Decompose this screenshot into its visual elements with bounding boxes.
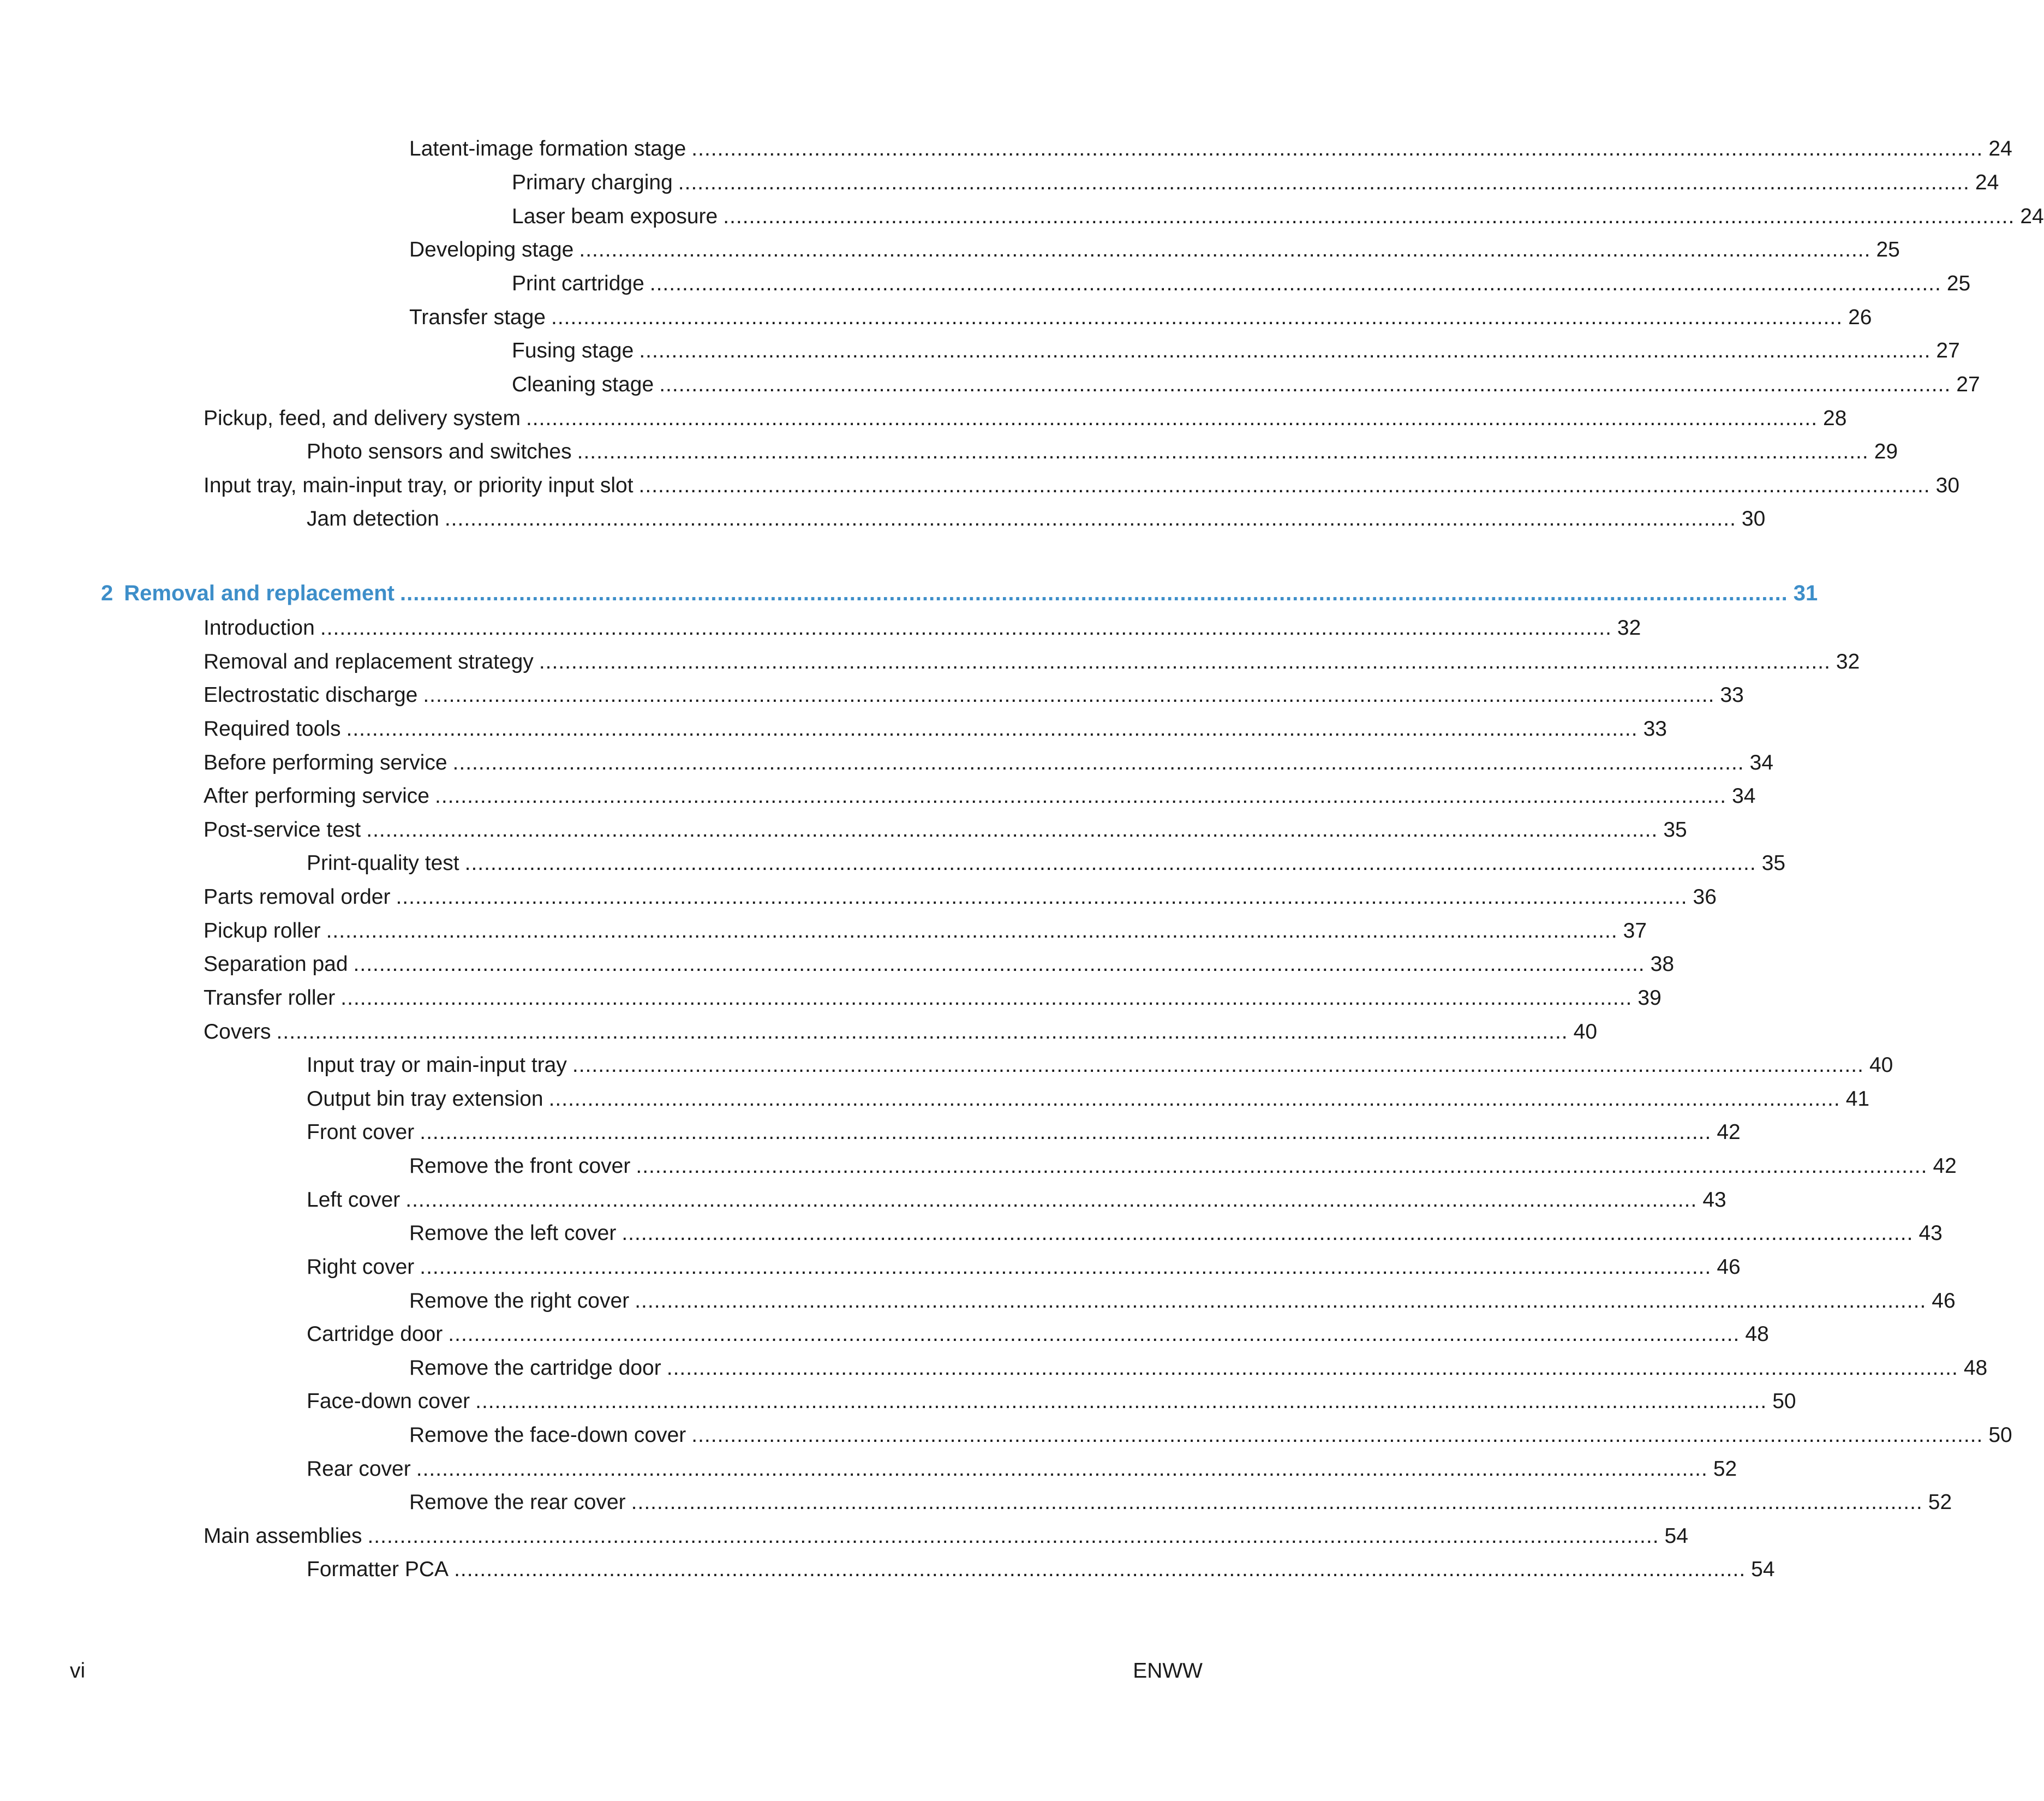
- dot-leader: ........................................................................................................................................................................................................: [367, 1524, 1659, 1548]
- toc-entry-page: 50: [1772, 1389, 1796, 1413]
- toc-entry[interactable]: [204, 948, 1675, 981]
- dot-leader: ........................................................................................................................................................................................................: [621, 1221, 1914, 1245]
- toc-entry-page: 36: [1693, 885, 1717, 909]
- toc-entry-label: Primary charging: [512, 171, 673, 194]
- toc-entry[interactable]: [307, 1251, 1741, 1284]
- toc-entry[interactable]: [409, 133, 2012, 165]
- toc-entry[interactable]: [409, 234, 1900, 266]
- dot-leader: ........................................................................................................................................................................................................: [320, 616, 1612, 640]
- toc-entry-label: Covers: [204, 1020, 271, 1043]
- toc-entry[interactable]: [307, 1453, 1737, 1486]
- dot-leader: ........................................................................................................................................................................................................: [475, 1389, 1767, 1413]
- dot-leader: ........................................................................................................................................................................................................: [691, 137, 1983, 160]
- toc-entry[interactable]: [409, 1217, 1943, 1250]
- dot-leader: ........................................................................................................................................................................................................: [276, 1020, 1568, 1043]
- toc-entry[interactable]: [512, 267, 1971, 300]
- toc-entry-label: Fusing stage: [512, 339, 634, 362]
- toc-entry[interactable]: [307, 1184, 1726, 1216]
- toc-entry-page: 25: [1876, 238, 1900, 261]
- toc-entry-page: 42: [1933, 1154, 1957, 1178]
- dot-leader: ........................................................................................................................................................................................................: [423, 683, 1715, 707]
- dot-leader: ........................................................................................................................................................................................................: [454, 1558, 1746, 1581]
- dot-leader: ........................................................................................................................................................................................................: [649, 272, 1941, 295]
- dot-leader: ........................................................................................................................................................................................................: [635, 1289, 1927, 1313]
- chapter-number: 2: [101, 581, 113, 605]
- toc-entry[interactable]: [204, 402, 1847, 435]
- dot-leader: ........................................................................................................................................................................................................: [678, 171, 1970, 194]
- toc-entry-page: 34: [1749, 751, 1774, 774]
- dot-leader: ........................................................................................................................................................................................................: [548, 1087, 1840, 1111]
- toc-entry-label: Remove the rear cover: [409, 1490, 626, 1514]
- dot-leader: ..................................................................................................................................................................................................................: [400, 581, 1788, 605]
- dot-leader: ........................................................................................................................................................................................................: [579, 238, 1871, 261]
- dot-leader: ........................................................................................................................................................................................................: [416, 1457, 1708, 1481]
- dot-leader: ........................................................................................................................................................................................................: [572, 1053, 1864, 1077]
- dot-leader: ........................................................................................................................................................................................................: [639, 339, 1931, 362]
- dot-leader: ........................................................................................................................................................................................................: [326, 919, 1618, 943]
- toc-entry-page: 28: [1823, 407, 1847, 430]
- toc-entry-page: 32: [1836, 650, 1860, 673]
- toc-entry-label: Separation pad: [204, 952, 348, 976]
- toc-entry[interactable]: [204, 469, 1960, 502]
- toc-entry[interactable]: [409, 1486, 1952, 1519]
- toc-entry-label: Jam detection: [307, 507, 439, 530]
- toc-entry-page: 46: [1932, 1289, 1956, 1313]
- dot-leader: ........................................................................................................................................................................................................: [539, 650, 1831, 673]
- toc-entry-page: 33: [1720, 683, 1744, 707]
- dot-leader: ........................................................................................................................................................................................................: [434, 784, 1727, 808]
- toc-entry[interactable]: [409, 1352, 1988, 1385]
- toc-entry-page: 39: [1637, 986, 1662, 1010]
- toc-entry-label: Introduction: [204, 616, 315, 640]
- toc-entry-page: 40: [1573, 1020, 1598, 1043]
- toc-entry-label: Before performing service: [204, 751, 447, 774]
- toc-entry-label: Input tray, main-input tray, or priority input slot: [204, 474, 633, 497]
- toc-entry[interactable]: [307, 1116, 1741, 1149]
- toc-entry[interactable]: [204, 780, 1756, 813]
- toc-entry[interactable]: [512, 166, 1999, 199]
- toc-entry[interactable]: [409, 1150, 1957, 1183]
- dot-leader: ........................................................................................................................................................................................................: [691, 1423, 1983, 1447]
- toc-entry-page: 52: [1928, 1490, 1952, 1514]
- toc-entry-label: Laser beam exposure: [512, 205, 718, 228]
- toc-entry[interactable]: [512, 368, 1980, 401]
- toc-entry[interactable]: [307, 847, 1786, 880]
- dot-leader: ........................................................................................................................................................................................................: [420, 1120, 1712, 1144]
- toc-entry[interactable]: [204, 679, 1744, 712]
- toc-entry-page: 27: [1936, 339, 1960, 362]
- toc-entry-page: 35: [1761, 851, 1786, 875]
- toc-entry-page: 43: [1702, 1188, 1726, 1212]
- toc-entry[interactable]: [204, 814, 1687, 846]
- dot-leader: ........................................................................................................................................................................................................: [396, 885, 1688, 909]
- toc-entry[interactable]: [307, 1083, 1870, 1116]
- toc-entry-label: Main assemblies: [204, 1524, 362, 1548]
- toc-entry-label: Electrostatic discharge: [204, 683, 418, 707]
- toc-entry[interactable]: [204, 881, 1717, 914]
- toc-entry-label: Rear cover: [307, 1457, 411, 1481]
- dot-leader: ........................................................................................................................................................................................................: [464, 851, 1756, 875]
- toc-entry-label: Print cartridge: [512, 272, 644, 295]
- toc-entry-label: After performing service: [204, 784, 429, 808]
- toc-entry-page: 48: [1963, 1356, 1988, 1380]
- toc-entry-page: 29: [1874, 440, 1898, 463]
- dot-leader: ........................................................................................................................................................................................................: [366, 818, 1658, 842]
- toc-entry-label: Removal and replacement strategy: [204, 650, 534, 673]
- toc-entry-label: Pickup roller: [204, 919, 321, 943]
- toc-entry-page: 43: [1919, 1221, 1943, 1245]
- toc-entry-page: 27: [1956, 373, 1980, 396]
- toc-entry-page: 30: [1935, 474, 1960, 497]
- toc-entry[interactable]: [307, 503, 1766, 535]
- dot-leader: ........................................................................................................................................................................................................: [577, 440, 1869, 463]
- toc-entry-label: Developing stage: [409, 238, 574, 261]
- toc-entry-page: 24: [2020, 205, 2044, 228]
- chapter-page: 31: [1793, 581, 1818, 605]
- toc-entry-label: Parts removal order: [204, 885, 391, 909]
- toc-entry-page: 54: [1751, 1558, 1775, 1581]
- toc-entry-page: 26: [1848, 306, 1872, 329]
- toc-entry-label: Front cover: [307, 1120, 415, 1144]
- toc-entry[interactable]: [409, 1285, 1956, 1317]
- dot-leader: ........................................................................................................................................................................................................: [723, 205, 2015, 228]
- toc-entry-page: 52: [1713, 1457, 1737, 1481]
- toc-entry-label: Remove the right cover: [409, 1289, 630, 1313]
- dot-leader: ........................................................................................................................................................................................................: [636, 1154, 1928, 1178]
- toc-entry-page: 32: [1617, 616, 1641, 640]
- toc-entry-label: Output bin tray extension: [307, 1087, 543, 1111]
- dot-leader: ........................................................................................................................................................................................................: [666, 1356, 1958, 1380]
- toc-entry[interactable]: [204, 1520, 1688, 1553]
- toc-entry-label: Right cover: [307, 1255, 415, 1279]
- toc-entry-page: 30: [1741, 507, 1766, 530]
- toc-entry[interactable]: [512, 200, 2044, 233]
- toc-entry-label: Post-service test: [204, 818, 361, 842]
- toc-entry-label: Remove the left cover: [409, 1221, 617, 1245]
- dot-leader: ........................................................................................................................................................................................................: [551, 306, 1843, 329]
- toc-entry-page: 40: [1869, 1053, 1893, 1077]
- toc-entry-page: 48: [1745, 1322, 1769, 1346]
- toc-entry[interactable]: [307, 1049, 1893, 1082]
- toc-entry-label: Left cover: [307, 1188, 401, 1212]
- toc-entry-page: 46: [1717, 1255, 1741, 1279]
- dot-leader: ........................................................................................................................................................................................................: [444, 507, 1736, 530]
- toc-entry-page: 41: [1845, 1087, 1870, 1111]
- toc-entry[interactable]: [204, 747, 1774, 779]
- toc-entry-label: Transfer roller: [204, 986, 336, 1010]
- dot-leader: ........................................................................................................................................................................................................: [420, 1255, 1712, 1279]
- toc-entry-label: Face-down cover: [307, 1389, 470, 1413]
- toc-entry-page: 24: [1975, 171, 1999, 194]
- toc-entry-page: 35: [1663, 818, 1687, 842]
- toc-entry-label: Cleaning stage: [512, 373, 654, 396]
- dot-leader: ........................................................................................................................................................................................................: [525, 407, 1818, 430]
- dot-leader: ........................................................................................................................................................................................................: [638, 474, 1931, 497]
- toc-entry[interactable]: [307, 1553, 1775, 1586]
- toc-entry-label: Photo sensors and switches: [307, 440, 572, 463]
- toc-entry[interactable]: [409, 1419, 2012, 1452]
- toc-entry-label: Pickup, feed, and delivery system: [204, 407, 521, 430]
- toc-entry-label: Transfer stage: [409, 306, 546, 329]
- toc-entry-label: Required tools: [204, 717, 341, 741]
- toc-entry-label: Formatter PCA: [307, 1558, 449, 1581]
- toc-entry-label: Print-quality test: [307, 851, 459, 875]
- footer-doc-code: ENWW: [1133, 1659, 1203, 1683]
- toc-entry[interactable]: [409, 301, 1872, 334]
- toc-entry[interactable]: [204, 915, 1647, 947]
- toc-entry[interactable]: [204, 982, 1662, 1015]
- toc-entry-page: 37: [1623, 919, 1647, 943]
- toc-chapter-heading[interactable]: [101, 577, 1818, 610]
- dot-leader: ........................................................................................................................................................................................................: [340, 986, 1633, 1010]
- toc-entry[interactable]: [204, 612, 1641, 645]
- toc-entry[interactable]: [204, 646, 1860, 678]
- toc-entry-label: Cartridge door: [307, 1322, 443, 1346]
- dot-leader: ........................................................................................................................................................................................................: [405, 1188, 1698, 1212]
- toc-entry-label: Remove the cartridge door: [409, 1356, 661, 1380]
- toc-entry-label: Remove the front cover: [409, 1154, 631, 1178]
- dot-leader: ........................................................................................................................................................................................................: [353, 952, 1645, 976]
- chapter-title: Removal and replacement: [124, 581, 395, 605]
- toc-entry-page: 50: [1988, 1423, 2012, 1447]
- toc-entry[interactable]: [307, 436, 1898, 468]
- toc-entry-page: 34: [1732, 784, 1756, 808]
- dot-leader: ........................................................................................................................................................................................................: [631, 1490, 1923, 1514]
- toc-entry-label: Latent-image formation stage: [409, 137, 686, 160]
- toc-entry[interactable]: [512, 335, 1960, 367]
- toc-entry-label: Remove the face-down cover: [409, 1423, 686, 1447]
- dot-leader: ........................................................................................................................................................................................................: [452, 751, 1744, 774]
- toc-entry[interactable]: [307, 1318, 1769, 1351]
- toc-entry-page: 25: [1946, 272, 1971, 295]
- footer-page-number: vi: [70, 1659, 86, 1683]
- toc-entry-label: Input tray or main-input tray: [307, 1053, 567, 1077]
- toc-entry-page: 42: [1717, 1120, 1741, 1144]
- toc-entry-page: 33: [1643, 717, 1667, 741]
- toc-entry[interactable]: [204, 1016, 1598, 1048]
- dot-leader: ........................................................................................................................................................................................................: [659, 373, 1951, 396]
- toc-entry-page: 54: [1664, 1524, 1688, 1548]
- dot-leader: ........................................................................................................................................................................................................: [448, 1322, 1740, 1346]
- dot-leader: ........................................................................................................................................................................................................: [346, 717, 1638, 741]
- toc-entry-page: 38: [1650, 952, 1675, 976]
- toc-entry[interactable]: [204, 713, 1667, 746]
- toc-entry[interactable]: [307, 1385, 1796, 1418]
- toc-entry-page: 24: [1988, 137, 2012, 160]
